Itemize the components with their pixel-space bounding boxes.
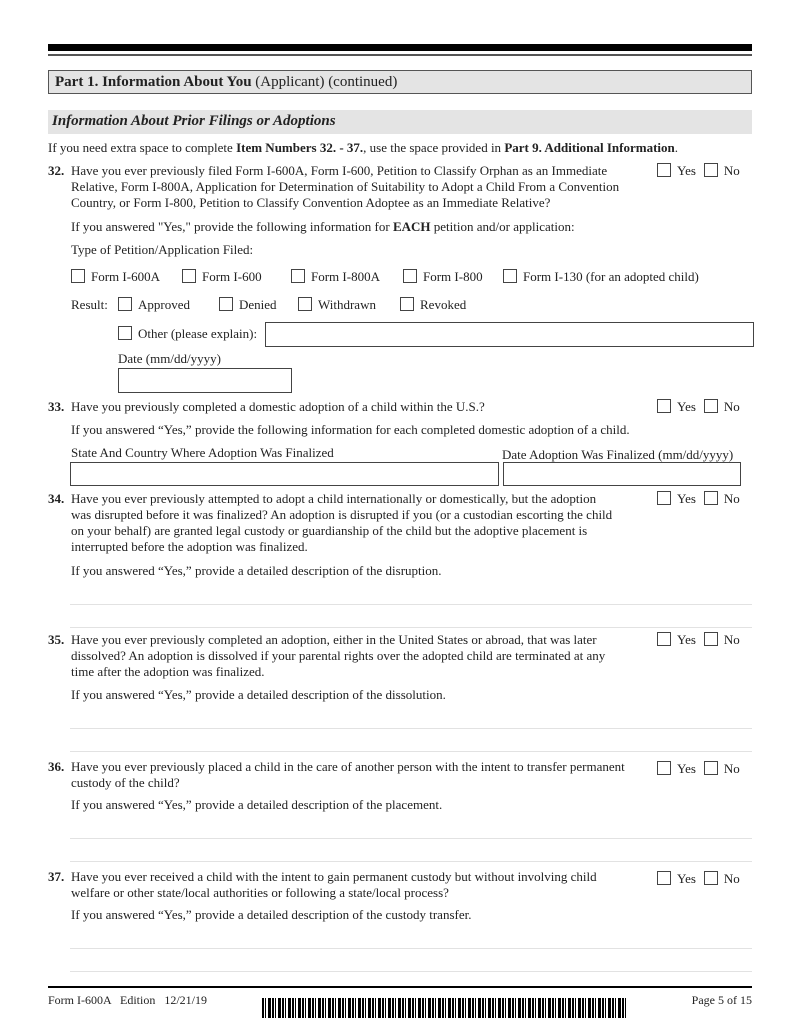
q32-yes-checkbox[interactable] xyxy=(657,163,671,177)
footer-rule xyxy=(48,986,752,988)
checkbox[interactable] xyxy=(118,297,132,311)
section-title: Information About Prior Filings or Adoptions xyxy=(52,113,336,129)
q35-yes-checkbox[interactable] xyxy=(657,632,671,646)
q36-followup: If you answered “Yes,” provide a detailed description of the placement. xyxy=(71,797,443,812)
q35-no-checkbox[interactable] xyxy=(704,632,718,646)
q35-answer-line[interactable] xyxy=(70,728,752,729)
q34-number: 34. xyxy=(48,491,65,506)
q35-line: time after the adoption was finalized. xyxy=(71,664,265,679)
q36-no-checkbox[interactable] xyxy=(704,761,718,775)
q34-line: interrupted before the adoption was finalized. xyxy=(71,539,308,554)
q37-no-checkbox[interactable] xyxy=(704,871,718,885)
barcode-image xyxy=(262,998,626,1018)
q36-yes-checkbox[interactable] xyxy=(657,761,671,775)
footer-form-edition: Form I-600A Edition 12/21/19 xyxy=(48,993,207,1007)
q35-line: Have you ever previously completed an adoption, either in the United States or abroad, that was later xyxy=(71,632,597,647)
q34-answer-line[interactable] xyxy=(70,627,752,628)
q37-followup: If you answered “Yes,” provide a detailed description of the custody transfer. xyxy=(71,907,472,922)
q33-yes-checkbox[interactable] xyxy=(657,399,671,413)
checkbox[interactable] xyxy=(400,297,414,311)
q32-yes-no: Yes No xyxy=(657,163,740,179)
q33-number: 33. xyxy=(48,399,65,414)
q33-followup: If you answered “Yes,” provide the following information for each completed domestic adoption of a child. xyxy=(71,422,630,437)
q36-line: Have you ever previously placed a child in the care of another person with the intent to transfer permanent xyxy=(71,759,625,774)
adoption-date-input[interactable] xyxy=(503,462,741,486)
part-title: Part 1. Information About You xyxy=(55,74,252,90)
q37-answer-line[interactable] xyxy=(70,971,752,972)
q34-followup: If you answered “Yes,” provide a detailed description of the disruption. xyxy=(71,563,442,578)
date-input[interactable] xyxy=(118,368,292,393)
result-label: Result: xyxy=(71,297,108,312)
q33-yes-no: Yes No xyxy=(657,399,740,415)
q35-line: dissolved? An adoption is dissolved if your parental rights over the adopted child are terminated at any xyxy=(71,648,606,663)
q34-no-checkbox[interactable] xyxy=(704,491,718,505)
result-denied[interactable]: Denied xyxy=(219,297,277,313)
q35-number: 35. xyxy=(48,632,65,647)
q36-number: 36. xyxy=(48,759,65,774)
top-rule-thin xyxy=(48,54,752,56)
other-explain-input[interactable] xyxy=(265,322,754,347)
checkbox[interactable] xyxy=(118,326,132,340)
type-i600a[interactable]: Form I-600A xyxy=(71,269,160,285)
q37-yes-checkbox[interactable] xyxy=(657,871,671,885)
type-i600[interactable]: Form I-600 xyxy=(182,269,262,285)
q37-line: welfare or other state/local authorities or following a state/local process? xyxy=(71,885,449,900)
q34-line: Have you ever previously attempted to adopt a child internationally or domestically, but the adoption xyxy=(71,491,597,506)
result-withdrawn[interactable]: Withdrawn xyxy=(298,297,376,313)
q34-line: on your behalf) are granted legal custody or guardianship of the child but the adoptive placement is xyxy=(71,523,588,538)
state-input[interactable] xyxy=(70,462,499,486)
q35-followup: If you answered “Yes,” provide a detailed description of the dissolution. xyxy=(71,687,446,702)
q32-no-checkbox[interactable] xyxy=(704,163,718,177)
q33-no-checkbox[interactable] xyxy=(704,399,718,413)
type-label: Type of Petition/Application Filed: xyxy=(71,242,254,257)
q35-answer-line[interactable] xyxy=(70,751,752,752)
date-label: Date (mm/dd/yyyy) xyxy=(118,351,221,366)
q32-line: Country, or Form I-800, Petition to Classify Convention Adoptee as an Immediate Relative? xyxy=(71,195,551,210)
q32-line: Relative, Form I-800A, Application for Determination of Suitability to Adopt a Child From a Convention xyxy=(71,179,620,194)
checkbox[interactable] xyxy=(503,269,517,283)
adoption-date-label: Date Adoption Was Finalized (mm/dd/yyyy) xyxy=(502,447,734,462)
state-label: State And Country Where Adoption Was Finalized xyxy=(71,445,334,460)
q34-answer-line[interactable] xyxy=(70,604,752,605)
q32-followup: If you answered "Yes," provide the following information for EACH petition and/or application: xyxy=(71,219,575,234)
q37-line: Have you ever received a child with the intent to gain permanent custody but without involving child xyxy=(71,869,597,884)
result-revoked[interactable]: Revoked xyxy=(400,297,466,313)
type-i800[interactable]: Form I-800 xyxy=(403,269,483,285)
q34-yes-no: Yes No xyxy=(657,491,740,507)
type-i130[interactable]: Form I-130 (for an adopted child) xyxy=(503,269,699,285)
q33-line: Have you previously completed a domestic adoption of a child within the U.S.? xyxy=(71,399,485,414)
part-header xyxy=(48,70,752,94)
q37-number: 37. xyxy=(48,869,65,884)
q37-yes-no: Yes No xyxy=(657,871,740,887)
intro-text: If you need extra space to complete Item Numbers 32. - 37., use the space provided in Part 9. Additional Information. xyxy=(48,140,679,155)
q36-answer-line[interactable] xyxy=(70,861,752,862)
q34-yes-checkbox[interactable] xyxy=(657,491,671,505)
checkbox[interactable] xyxy=(71,269,85,283)
checkbox[interactable] xyxy=(291,269,305,283)
top-rule-thick xyxy=(48,44,752,51)
q32-line: Have you ever previously filed Form I-600A, Form I-600, Petition to Classify Orphan as an Immediate xyxy=(71,163,608,178)
checkbox[interactable] xyxy=(403,269,417,283)
q37-answer-line[interactable] xyxy=(70,948,752,949)
q35-yes-no: Yes No xyxy=(657,632,740,648)
result-approved[interactable]: Approved xyxy=(118,297,190,313)
q36-answer-line[interactable] xyxy=(70,838,752,839)
q34-line: was disrupted before it was finalized? An adoption is disrupted if you (or a custodian escorting the child xyxy=(71,507,613,522)
type-i800a[interactable]: Form I-800A xyxy=(291,269,380,285)
checkbox[interactable] xyxy=(219,297,233,311)
checkbox[interactable] xyxy=(298,297,312,311)
section-header xyxy=(48,110,752,134)
checkbox[interactable] xyxy=(182,269,196,283)
footer-page-number: Page 5 of 15 xyxy=(691,993,752,1007)
q36-line: custody of the child? xyxy=(71,775,180,790)
q36-yes-no: Yes No xyxy=(657,761,740,777)
part-subtitle: (Applicant) (continued) xyxy=(251,74,398,90)
result-other[interactable]: Other (please explain): xyxy=(118,326,257,342)
q32-number: 32. xyxy=(48,163,65,178)
